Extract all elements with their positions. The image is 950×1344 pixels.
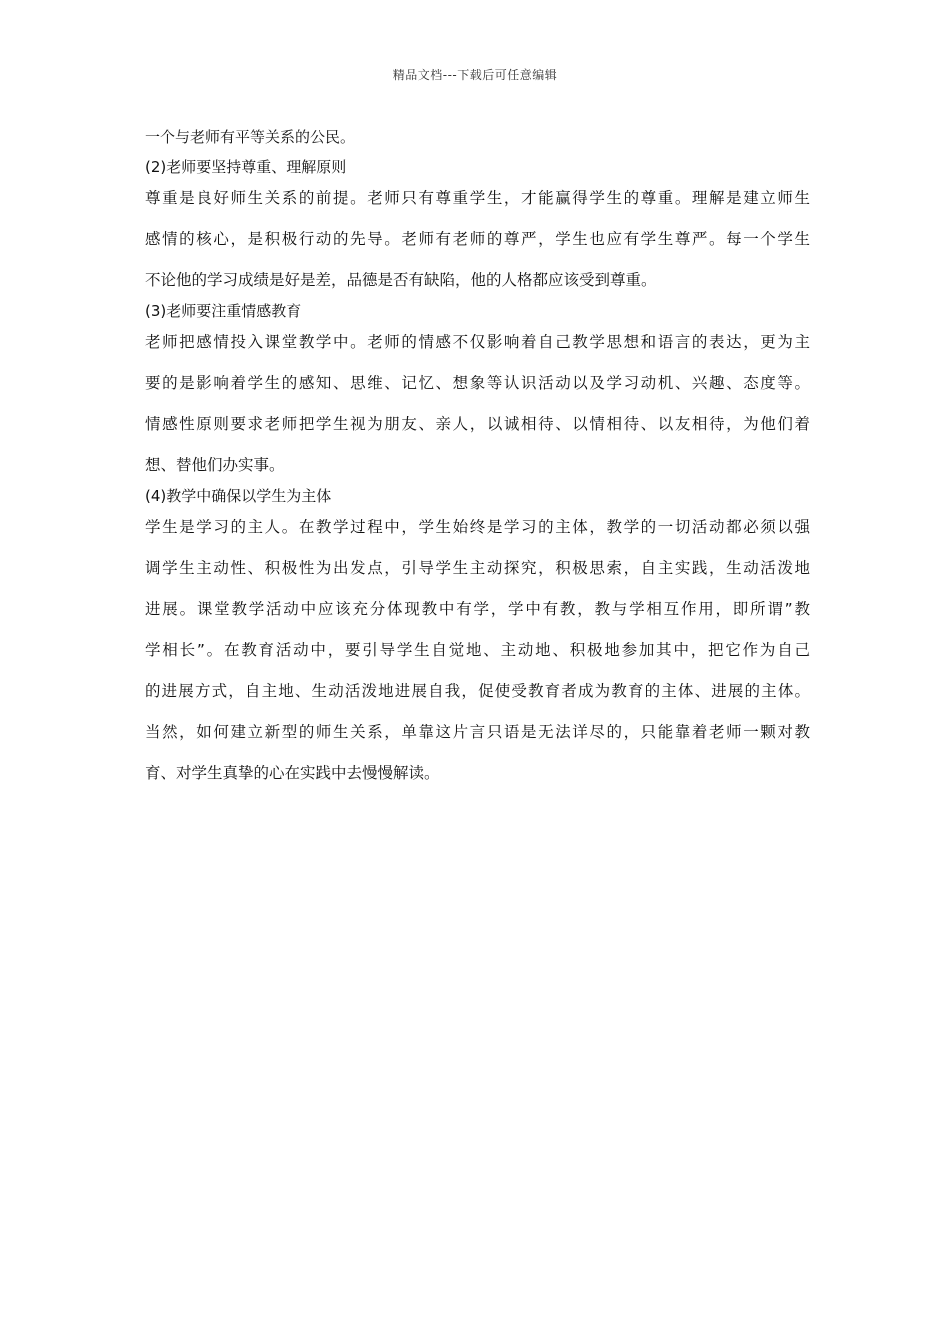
paragraph-line: 学生是学习的主人。在教学过程中，学生始终是学习的主体，教学的一切活动都必须以强: [145, 518, 810, 536]
paragraph-line: 想、替他们办实事。: [145, 456, 285, 474]
paragraph-line: 当然，如何建立新型的师生关系，单靠这片言只语是无法详尽的，只能靠着老师一颗对教: [145, 723, 810, 741]
section-2-heading: (2)老师要坚持尊重、理解原则: [145, 158, 347, 176]
paragraph-line: 不论他的学习成绩是好是差，品德是否有缺陷，他的人格都应该受到尊重。: [145, 271, 657, 289]
page-header: 精品文档---下载后可任意编辑: [392, 68, 558, 82]
paragraph-line: 情感性原则要求老师把学生视为朋友、亲人，以诚相待、以情相待、以友相待，为他们着: [145, 415, 810, 433]
section-4-paragraph: [145, 514, 810, 786]
paragraph-line: 尊重是良好师生关系的前提。老师只有尊重学生，才能赢得学生的尊重。理解是建立师生: [145, 189, 810, 207]
section-2-paragraph: [145, 185, 810, 293]
section-3-paragraph: [145, 329, 810, 478]
section-3-heading: (3)老师要注重情感教育: [145, 302, 302, 320]
paragraph-line: 育、对学生真挚的心在实践中去慢慢解读。: [145, 764, 440, 782]
document-body: [145, 125, 810, 792]
paragraph-line: 进展。课堂教学活动中应该充分体现教中有学，学中有教，教与学相互作用，即所谓”教: [145, 600, 810, 618]
paragraph-line: 老师把感情投入课堂教学中。老师的情感不仅影响着自己教学思想和语言的表达，更为主: [145, 333, 810, 351]
paragraph-line: 学相长”。在教育活动中，要引导学生自觉地、主动地、积极地参加其中，把它作为自己: [145, 641, 810, 659]
paragraph-line: 的进展方式，自主地、生动活泼地进展自我，促使受教育者成为教育的主体、进展的主体。: [145, 682, 810, 700]
section-4-heading: (4)教学中确保以学生为主体: [145, 487, 332, 505]
paragraph-line: 调学生主动性、积极性为出发点，引导学生主动探究，积极思索，自主实践，生动活泼地: [145, 559, 810, 577]
paragraph-line: 要的是影响着学生的感知、思维、记忆、想象等认识活动以及学习动机、兴趣、态度等。: [145, 374, 810, 392]
intro-line: 一个与老师有平等关系的公民。: [145, 128, 356, 146]
paragraph-line: 感情的核心，是积极行动的先导。老师有老师的尊严，学生也应有学生尊严。每一个学生: [145, 230, 810, 248]
